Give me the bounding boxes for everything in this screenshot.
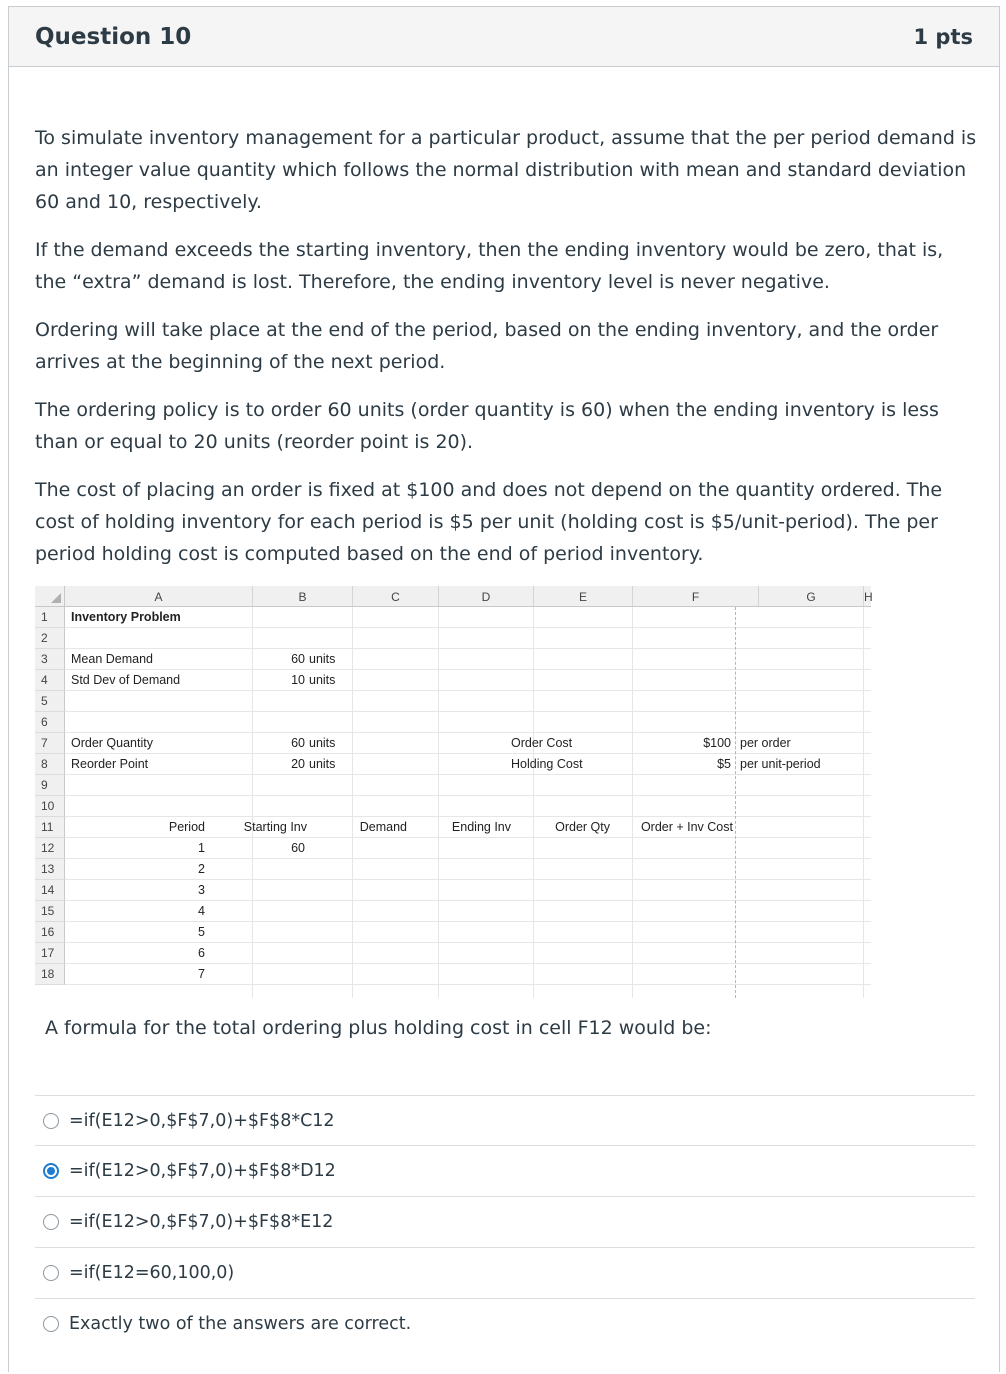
cell-b3: 60 xyxy=(291,652,305,666)
answer-option[interactable] xyxy=(35,1095,975,1145)
cell-a4: Std Dev of Demand xyxy=(71,673,181,687)
row-header: 2 xyxy=(35,628,65,649)
question-card xyxy=(8,6,1000,1372)
radio-button[interactable] xyxy=(43,1265,59,1281)
cell-b8: 20 xyxy=(291,757,305,771)
question-points: 1 pts xyxy=(913,24,973,49)
cell-a7: Order Quantity xyxy=(71,736,153,750)
row-header: 8 xyxy=(35,754,65,775)
cell-e8: Holding Cost xyxy=(511,757,583,771)
cell-c7: units xyxy=(309,736,336,750)
select-all-corner xyxy=(35,586,65,607)
question-prompt: A formula for the total ordering plus holding cost in cell F12 would be: xyxy=(45,1017,712,1039)
gridline xyxy=(438,607,439,998)
answer-label: =if(E12>0,$F$7,0)+$F$8*D12 xyxy=(69,1160,336,1181)
cell-b7: 60 xyxy=(291,736,305,750)
row-header: 18 xyxy=(35,964,65,985)
row-header: 6 xyxy=(35,712,65,733)
gridline xyxy=(65,711,871,712)
cell-g7: per order xyxy=(740,736,791,750)
answer-label: =if(E12>0,$F$7,0)+$F$8*C12 xyxy=(69,1110,335,1131)
paragraph: The cost of placing an order is fixed at $100 and does not depend on the quantity ordered. The cost of holding inventory for each period is $5 per unit (holding cost is $5/unit-period). The per period holding cost is computed based on the end of period inventory. xyxy=(35,479,943,565)
row-header: 11 xyxy=(35,817,65,838)
column-header-b: B xyxy=(253,586,353,607)
cell-a3: Mean Demand xyxy=(71,652,153,666)
row-header: 14 xyxy=(35,880,65,901)
cell-b11: Starting Inv xyxy=(243,820,307,834)
gridline xyxy=(533,607,534,998)
row-header: 1 xyxy=(35,607,65,628)
paragraph: Ordering will take place at the end of the period, based on the ending inventory, and the order arrives at the beginning of the next period. xyxy=(35,319,939,373)
period-cell: 6 xyxy=(198,946,205,960)
row-header: 5 xyxy=(35,691,65,712)
cell-c3: units xyxy=(309,652,336,666)
column-header-f: F xyxy=(633,586,759,607)
spreadsheet-image xyxy=(35,586,871,998)
gridline xyxy=(65,690,871,691)
column-header-d: D xyxy=(439,586,534,607)
answer-option[interactable] xyxy=(35,1247,975,1297)
gridline xyxy=(252,607,253,998)
question-header xyxy=(9,7,999,67)
row-header: 16 xyxy=(35,922,65,943)
row-header: 15 xyxy=(35,901,65,922)
paragraph: The ordering policy is to order 60 units (order quantity is 60) when the ending inventory is less than or equal to 20 units (reorder point is 20). xyxy=(35,399,939,453)
paragraph: To simulate inventory management for a particular product, assume that the per period demand is an integer value quantity which follows the normal distribution with mean and standard deviation 60 and 10, respectively. xyxy=(35,127,977,213)
cell-c4: units xyxy=(309,673,336,687)
column-header-a: A xyxy=(65,586,253,607)
cell-g8: per unit-period xyxy=(740,757,821,771)
gridline xyxy=(863,607,864,998)
answer-option[interactable] xyxy=(35,1145,975,1195)
paragraph: If the demand exceeds the starting inventory, then the ending inventory would be zero, that is, the “extra” demand is lost. Therefore, the ending inventory level is never negative. xyxy=(35,239,944,293)
radio-button[interactable] xyxy=(43,1316,59,1332)
radio-button[interactable] xyxy=(43,1113,59,1129)
row-header: 17 xyxy=(35,943,65,964)
answer-label: Exactly two of the answers are correct. xyxy=(69,1313,412,1334)
cell-b12: 60 xyxy=(291,841,305,855)
cell-d11: Ending Inv xyxy=(451,820,511,834)
radio-button-selected[interactable] xyxy=(43,1163,59,1179)
row-header: 7 xyxy=(35,733,65,754)
row-header: 10 xyxy=(35,796,65,817)
cell-a11: Period xyxy=(168,820,205,834)
gridline xyxy=(65,648,871,649)
cell-e7: Order Cost xyxy=(511,736,573,750)
cell-c8: units xyxy=(309,757,336,771)
gridline xyxy=(65,627,871,628)
column-header-e: E xyxy=(534,586,633,607)
period-cell: 3 xyxy=(198,883,205,897)
row-header: 9 xyxy=(35,775,65,796)
cell-a1: Inventory Problem xyxy=(71,610,181,624)
gridline xyxy=(65,669,871,670)
cell-e11: Order Qty xyxy=(555,820,610,834)
question-title: Question 10 xyxy=(35,23,192,50)
period-cell: 2 xyxy=(198,862,205,876)
gridline xyxy=(65,795,871,796)
period-cell: 1 xyxy=(198,841,205,855)
row-header: 4 xyxy=(35,670,65,691)
column-header-h: H xyxy=(864,586,871,607)
cell-f11: Order + Inv Cost xyxy=(640,820,733,834)
period-cell: 5 xyxy=(198,925,205,939)
answer-label: =if(E12=60,100,0) xyxy=(69,1262,235,1283)
column-header-g: G xyxy=(759,586,864,607)
answer-option[interactable] xyxy=(35,1298,975,1348)
column-header-c: C xyxy=(353,586,439,607)
answer-label: =if(E12>0,$F$7,0)+$F$8*E12 xyxy=(69,1211,334,1232)
gridline xyxy=(632,607,633,998)
cell-f7: $100 xyxy=(703,736,731,750)
cell-a8: Reorder Point xyxy=(71,757,149,771)
gridline xyxy=(352,607,353,998)
row-header: 13 xyxy=(35,859,65,880)
cell-b4: 10 xyxy=(291,673,305,687)
row-header: 3 xyxy=(35,649,65,670)
period-cell: 7 xyxy=(198,967,205,981)
row-header: 12 xyxy=(35,838,65,859)
page-break-line xyxy=(735,607,736,998)
cell-c11: Demand xyxy=(359,820,407,834)
period-cell: 4 xyxy=(198,904,205,918)
cell-f8: $5 xyxy=(717,757,731,771)
radio-button[interactable] xyxy=(43,1214,59,1230)
answer-option[interactable] xyxy=(35,1196,975,1246)
